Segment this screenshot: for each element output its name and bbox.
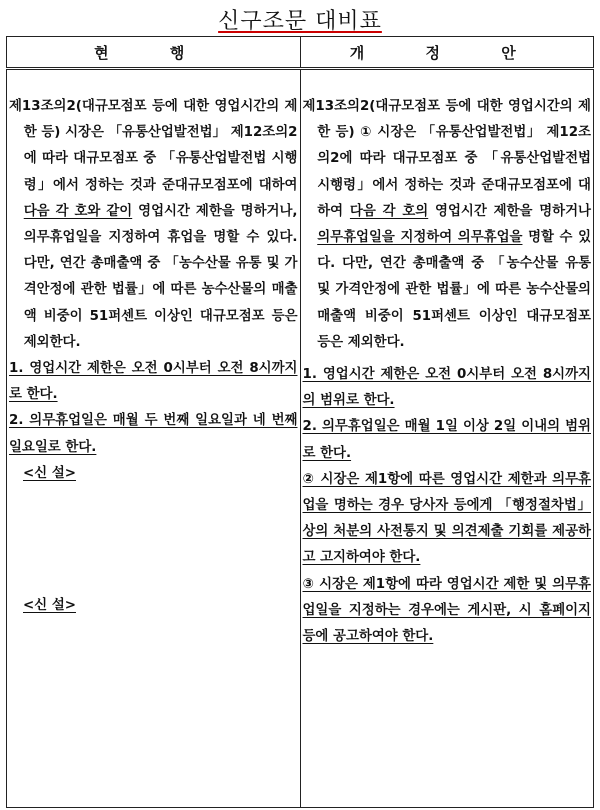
revised-paragraph-2: ② 시장은 제1항에 따른 영업시간 제한과 의무휴업을 명하는 경우 당사자 등에게 「행정절차법」상의 처분의 사전통지 및 의견제출 기회를 제공하고 고지하여야 한다. bbox=[302, 471, 591, 566]
revised-article: 제13조의2(대규모점포 등에 대한 영업시간의 제한 등) ① 시장은 「유통산업발전법」 제12조의2에 따라 대규모점포 중 「유통산업발전법 시행령」에서 정하는 것과 준대규모점포에 대하여 다음 각 호의 영업시간 제한을 명하거나 의무휴업일을 지정하여 의무휴업을 명할 수 있다. 다만, 연간 총매출액 중 「농수산물 유통 및 가격안정에 관한 법률」에 따른 농수산물의 매출액 비중이 51퍼센트 이상인 대규모점포 등은 제외한다. bbox=[302, 99, 591, 350]
current-item-1: 1. 영업시간 제한은 오전 0시부터 오전 8시까지로 한다. bbox=[9, 361, 298, 403]
comparison-table bbox=[6, 36, 594, 808]
revised-item-2: 2. 의무휴업일은 매월 1일 이상 2일 이내의 범위로 한다. bbox=[302, 419, 591, 461]
current-new-1: <신 설> bbox=[23, 465, 76, 481]
revised-paragraph-3: ③ 시장은 제1항에 따라 영업시간 제한 및 의무휴업일을 지정하는 경우에는 게시판, 시 홈페이지 등에 공고하여야 한다. bbox=[302, 576, 591, 645]
revised-item-1: 1. 영업시간 제한은 오전 0시부터 오전 8시까지의 범위로 한다. bbox=[302, 367, 591, 409]
current-item-2: 2. 의무휴업일은 매월 두 번째 일요일과 네 번째 일요일로 한다. bbox=[9, 413, 298, 455]
current-new-2: <신 설> bbox=[23, 598, 76, 614]
page-title: 신구조문 대비표 bbox=[218, 9, 382, 34]
header-current: 현 행 bbox=[7, 37, 301, 69]
header-revised: 개 정 안 bbox=[300, 37, 594, 69]
revised-column bbox=[300, 69, 594, 808]
current-column bbox=[7, 69, 301, 808]
current-article: 제13조의2(대규모점포 등에 대한 영업시간의 제한 등) 시장은 「유통산업발전법」 제12조의2에 따라 대규모점포 중 「유통산업발전법 시행령」에서 정하는 것과 준대규모점포에 대하여 다음 각 호와 같이 영업시간 제한을 명하거나, 의무휴업일을 지정하여 휴업을 명할 수 있다. 다만, 연간 총매출액 중 「농수산물 유통 및 가격안정에 관한 법률」에 따른 농수산물의 매출액 비중이 51퍼센트 이상인 대규모점포 등은 제외한다. bbox=[9, 99, 298, 350]
